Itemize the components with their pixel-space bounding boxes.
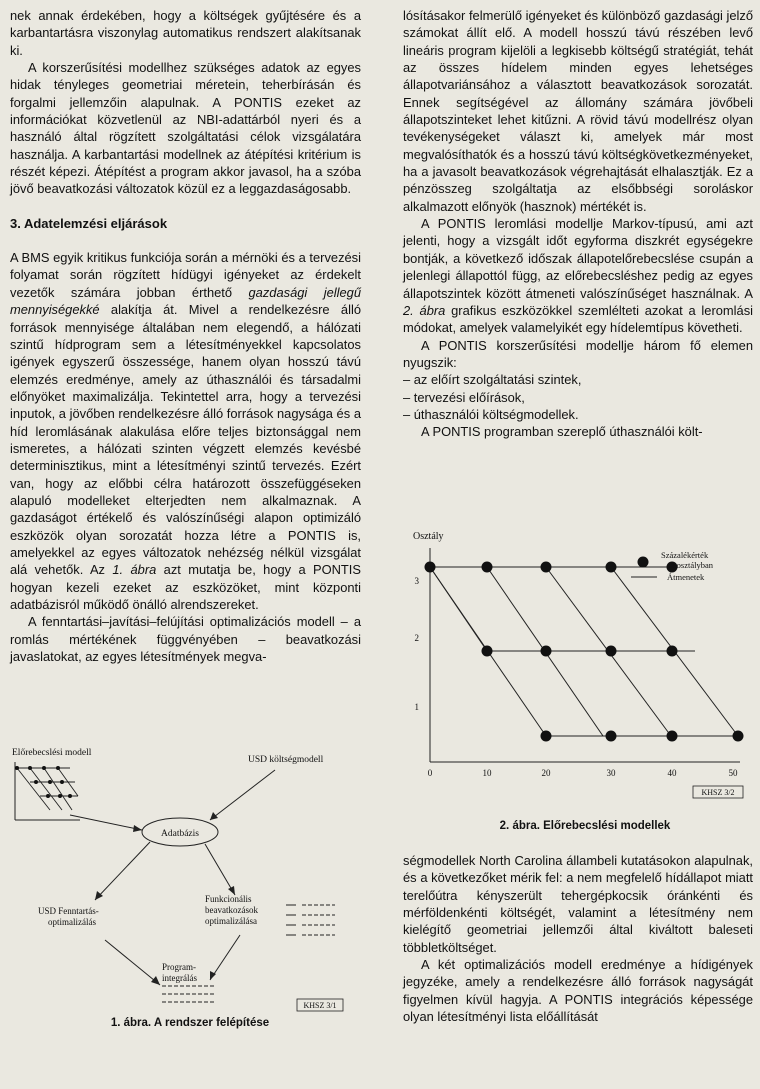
program-list-marks [162, 986, 215, 1002]
x-tick-label: 40 [667, 768, 677, 778]
x-tick-label: 50 [728, 768, 738, 778]
mini-chart [15, 762, 80, 820]
paragraph: ségmodellek North Carolina állambeli kutatásokon alapulnak, és a következőket mérik fel: a nem megfelelő hídállapot miatt terelőútra kényszerült tehergépkocsik óránkénti és mérföldenkénti költségét, valamint a létesítmény nem kielégítő geometriai jellemzői által kiváltott baleseti többletköltséget. [403, 853, 753, 955]
paragraph: nek annak érdekében, hogy a költségek gyűjtésére és a karbantartásra viszonylag automatikus rendszert alakítsanak ki. [10, 8, 361, 58]
left-column [10, 7, 361, 665]
x-tick-label: 20 [541, 768, 551, 778]
paragraph: A korszerűsítési modellhez szükséges adatok az egyes hidak tényleges geometriai méretein, teherbírásán és forgalmi jellemzőin alapulnak. A PONTIS ezeket az információkat közvetlenül az NBI-adattárból nyeri és a használó által rögzített szolgáltatási célok vizsgálatára használja. A karbantartási modellnek az átépítési kritérium is részét képezi. Átépítést a program akkor javasol, ha a szóba jövő beavatkozási változatok közül ez a leggazdaságosabb. [10, 60, 361, 197]
list-item: – úthasználói költségmodellek. [403, 406, 579, 422]
paragraph: A PONTIS korszerűsítési modellje három fő elemen nyugszik: [403, 337, 753, 370]
legend-dot [638, 557, 649, 568]
x-tick-label: 10 [482, 768, 492, 778]
legend-dot-label-1: Százalékérték [661, 550, 709, 560]
y-tick-label: 2 [414, 633, 419, 643]
figure-code: KHSZ 3/2 [701, 788, 735, 797]
label-program-2: integrálás [162, 973, 197, 983]
label-functional-1: Funkcionális [205, 894, 252, 904]
legend-dot-label-2: az osztályban [667, 560, 714, 570]
label-usd-maintenance-2: optimalizálás [48, 917, 96, 927]
figure-1-diagram [0, 740, 380, 1020]
legend-line-label: Átmenetek [667, 572, 705, 582]
right-column-lower [403, 852, 753, 1025]
paragraph: A BMS egyik kritikus funkciója során a mérnöki és a tervezési folyamat során rögzített hídügyi igényeket az érdekelt vezetők számára jobban érthető gazdasági jellegű mennyiségekké alakítja át. Mivel a rendelkezésre álló források mennyisége általában nem elegendő, a hálózati szintű hídprogram sem a létesítményekkel kapcsolatos igények egyszerű összessége, hanem olyan hosszú távú elemzés eredménye, amely az úthasználói és társadalmi előnyöket maximalizálja. Tekintettel arra, hogy a tervezési inputok, a jövőben rendelkezésre álló források nagysága és a híd leromlásának alakulása előre teljes biztonsággal nem ismeretes, a hálózati szinten végzett elemzés kevésbé determinisztikus, mint a létesítményi szintű tervezés. Ezért van, hogy az előbbi célra határozott összefüggéseken alapuló modelleket elterjedten nem alkalmaznak. A gazdaságot értékelő és valószínűségi alapon optimizáló eszközök olyan sorozatát hozza létre a PONTIS is, amelyekkel az egyes változatok nehézség nélkül vizsgálat alá vehetők. Az 1. ábra azt mutatja be, hogy a PONTIS hogyan kezeli ezeket az eszközöket, mint központi adatbázisról működő önálló alrendszereket. [10, 250, 361, 612]
label-usd-cost-model: USD költségmodell [248, 755, 324, 765]
paragraph: A két optimalizációs modell eredménye a hídigények jegyzéke, amely a rendelkezésre álló források nagyságát figyelmen kívül hagyja. A PONTIS integrációs képessége olyan létesítményi lista előállítását [403, 957, 753, 1025]
list-item: – tervezési előírások, [403, 389, 525, 405]
y-tick-label: 3 [414, 576, 419, 586]
transition-lines [430, 567, 738, 736]
paragraph: A PONTIS leromlási modellje Markov-típusú, ami azt jelenti, hogy a vizsgált időt egyforma diszkrét egységekre bontják, a következő időszak állapotelőrebecslése csupán a jelenlegi állapottól függ, az előrebecsléshez pedig az egyes állapotszintek között átmeneti valószínűséget használnak. A 2. ábra grafikus eszközökkel szemlélteti azokat a leromlási módokat, amelyek valamelyikét egy hídelemtípus követheti. [403, 216, 754, 336]
list-item: – az előírt szolgáltatási szintek, [403, 372, 582, 388]
figure-code: KHSZ 3/1 [303, 1001, 337, 1010]
figure-2-chart [405, 520, 755, 810]
section-heading: 3. Adatelemzési eljárások [10, 215, 168, 231]
x-tick-label: 30 [606, 768, 616, 778]
label-forecast-model: Előrebecslési modell [12, 748, 92, 758]
label-usd-maintenance-1: USD Fenntartás- [38, 906, 99, 916]
label-program-1: Program- [162, 962, 196, 972]
figure-1-caption: 1. ábra. A rendszer felépítése [110, 1017, 270, 1029]
x-tick-label: 0 [427, 768, 433, 778]
y-axis-label: Osztály [413, 531, 444, 542]
functional-list-marks [286, 905, 335, 935]
right-column [403, 7, 753, 441]
label-functional-2: beavatkozások [205, 905, 258, 915]
paragraph: lósításakor felmerülő igényeket és különböző gazdasági jelző számokat állít elő. A modell hosszú távú részében levő lineáris program kijelöli a legkisebb költségű stratégiát, tehát az összes hídelem minden egyes lehetséges állapotvariánsához a választott beavatkozások sorozatát. Ennek segítségével az állomány számára jövőbeli állapotszinteket lehet kitűzni. A rövid távú modellrész olyan tevékenységeket választ ki, amelyek már most megvalósíthatók és a hosszú távú költségkövetkezményeket, ha a javasolt beavatkozások végrehajtását elhalasztják. Ez a pénzösszeg szolgáltatja az elsőbbségi soroláskor alkalmazott előnyök (hasznok) mértékét is. [403, 8, 753, 214]
figure-2-caption: 2. ábra. Előrebecslési modellek [499, 820, 671, 832]
paragraph: A fenntartási–javítási–felújítási optimalizációs modell – a romlás mértékének függvényében – beavatkozási javaslatokat, az egyes létesítmények megva- [10, 614, 361, 665]
label-functional-3: optimalizálása [205, 916, 257, 926]
paragraph: A PONTIS programban szereplő úthasználói költ- [421, 424, 703, 440]
label-database: Adatbázis [161, 829, 199, 839]
y-tick-label: 1 [414, 702, 419, 712]
